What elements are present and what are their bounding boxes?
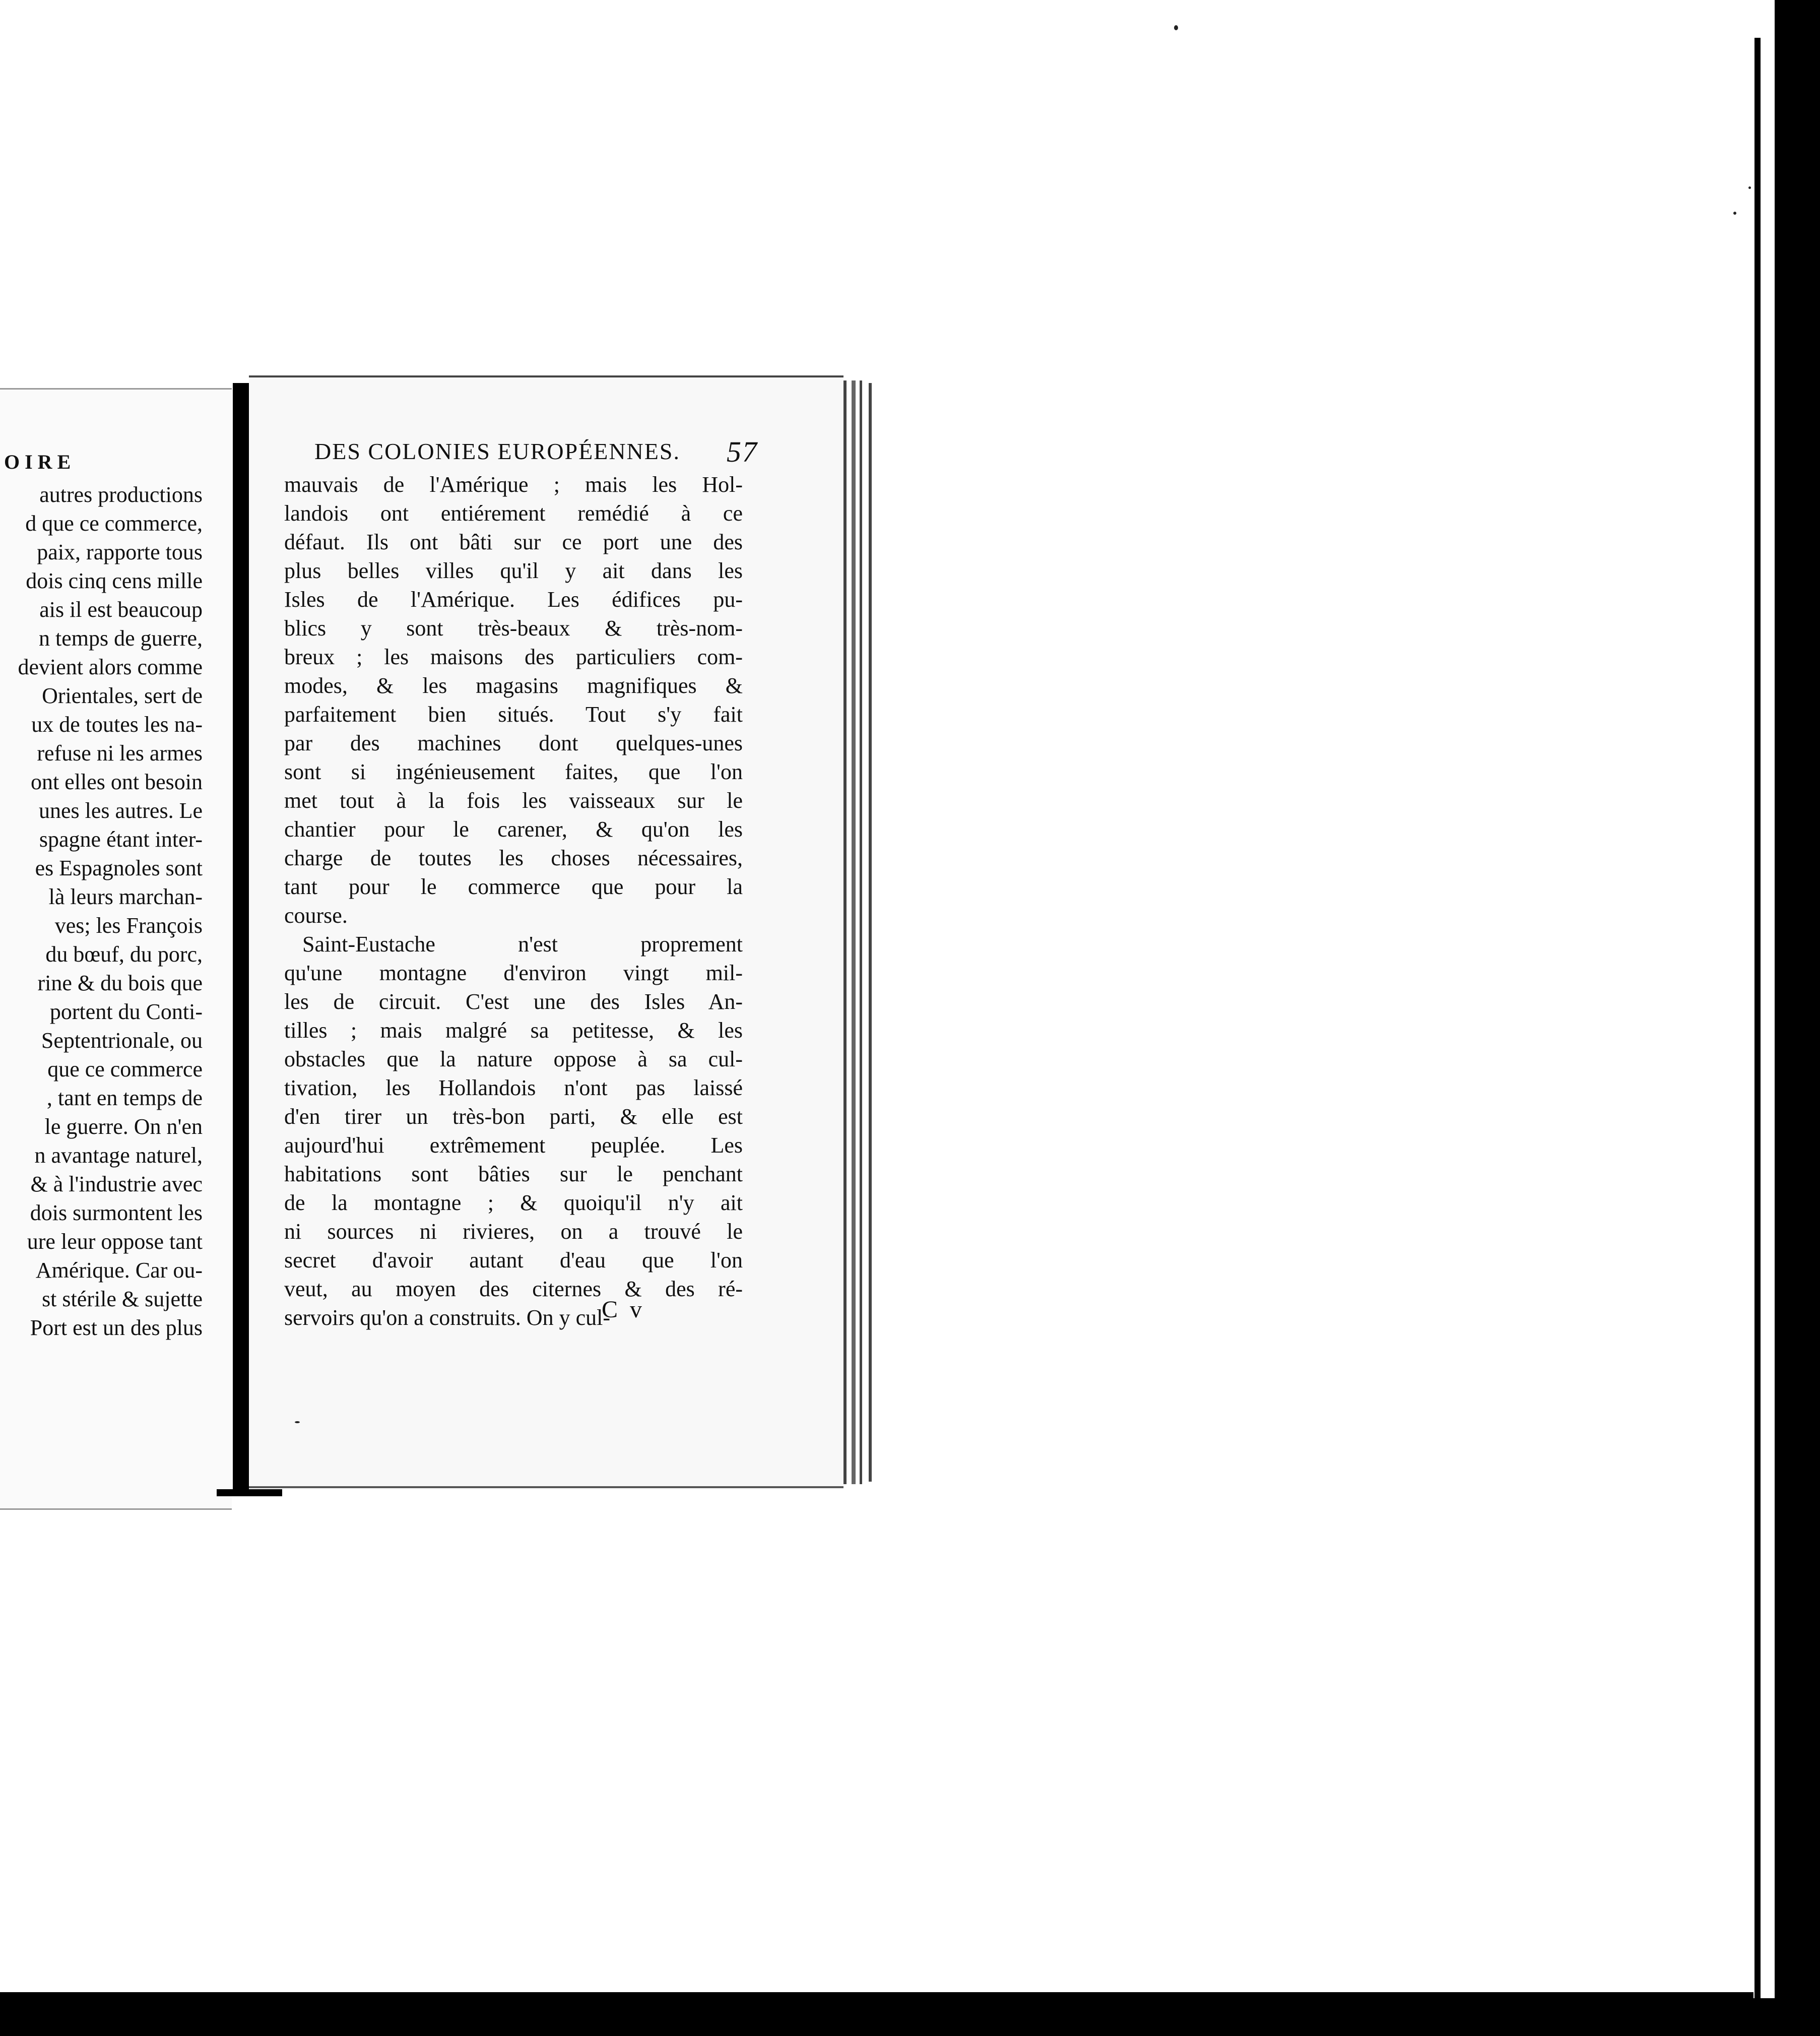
text-line: de la montagne ; & quoiqu'il n'y ait bbox=[284, 1190, 743, 1215]
text-line: met tout à la fois les vaisseaux sur le bbox=[284, 788, 743, 813]
text-line: rine & du bois que bbox=[37, 971, 203, 995]
text-line: n avantage naturel, bbox=[34, 1143, 203, 1168]
text-line: chantier pour le carener, & qu'on les bbox=[284, 817, 743, 842]
text-line: course. bbox=[284, 903, 348, 928]
page-number: 57 bbox=[727, 435, 758, 468]
text-line: aujourd'hui extrêmement peuplée. Les bbox=[284, 1133, 743, 1158]
text-line: obstacles que la nature oppose à sa cul- bbox=[284, 1047, 743, 1071]
text-line: ux de toutes les na- bbox=[31, 712, 203, 737]
text-line: autres productions bbox=[39, 482, 203, 507]
text-line: Amérique. Car ou- bbox=[35, 1258, 203, 1283]
text-line: plus belles villes qu'il y ait dans les bbox=[284, 558, 743, 583]
text-line: modes, & les magasins magnifiques & bbox=[284, 673, 743, 698]
text-line: d'en tirer un très-bon parti, & elle est bbox=[284, 1104, 743, 1129]
text-line: que ce commerce bbox=[47, 1057, 203, 1081]
text-line: ure leur oppose tant bbox=[27, 1229, 203, 1254]
film-speck bbox=[1748, 186, 1751, 189]
text-line: ves; les François bbox=[54, 913, 203, 938]
text-line: paix, rapporte tous bbox=[37, 540, 203, 564]
text-line: blics y sont très-beaux & très-nom- bbox=[284, 616, 743, 641]
text-line: portent du Conti- bbox=[49, 999, 203, 1024]
text-line: ont elles ont besoin bbox=[31, 770, 203, 794]
text-line: es Espagnoles sont bbox=[35, 856, 203, 880]
text-line: n temps de guerre, bbox=[39, 626, 203, 651]
text-line: devient alors comme bbox=[18, 655, 203, 679]
text-line: tant pour le commerce que pour la bbox=[284, 874, 743, 899]
text-line: mauvais de l'Amérique ; mais les Hol- bbox=[284, 472, 743, 497]
left-page bbox=[0, 388, 232, 1510]
text-line: Port est un des plus bbox=[30, 1315, 203, 1340]
text-line: d que ce commerce, bbox=[25, 511, 203, 536]
text-line: Orientales, sert de bbox=[42, 683, 203, 708]
text-line: Saint-Eustache n'est proprement bbox=[302, 932, 743, 957]
film-border-right bbox=[1775, 0, 1820, 2036]
text-line: qu'une montagne d'environ vingt mil- bbox=[284, 961, 743, 985]
right-page-text bbox=[284, 470, 743, 1332]
text-line: unes les autres. Le bbox=[39, 798, 203, 823]
page-edge bbox=[843, 380, 847, 1484]
text-line: habitations sont bâties sur le penchant bbox=[284, 1162, 743, 1186]
film-border-bottom-line bbox=[0, 1992, 1753, 1998]
text-line: servoirs qu'on a construits. On y cul- bbox=[284, 1305, 611, 1330]
text-line: dois cinq cens mille bbox=[26, 568, 203, 593]
running-head bbox=[314, 435, 758, 468]
text-line: défaut. Ils ont bâti sur ce port une des bbox=[284, 530, 743, 554]
film-speck bbox=[295, 1421, 300, 1423]
text-line: Septentrionale, ou bbox=[41, 1028, 203, 1053]
book-gutter-base bbox=[217, 1489, 282, 1496]
text-line: tivation, les Hollandois n'ont pas laissé bbox=[284, 1075, 743, 1100]
text-line: veut, au moyen des citernes & des ré- bbox=[284, 1277, 743, 1301]
film-speck bbox=[1733, 212, 1736, 215]
text-line: ni sources ni rivieres, on a trouvé le bbox=[284, 1219, 743, 1244]
text-line: landois ont entiérement remédié à ce bbox=[284, 501, 743, 526]
text-line: breux ; les maisons des particuliers com- bbox=[284, 645, 743, 669]
text-line: tilles ; mais malgré sa petitesse, & les bbox=[284, 1018, 743, 1043]
text-line: , tant en temps de bbox=[46, 1086, 203, 1110]
film-border-line bbox=[1754, 38, 1761, 2028]
text-line: parfaitement bien situés. Tout s'y fait bbox=[284, 702, 743, 727]
text-line: sont si ingénieusement faites, que l'on bbox=[284, 759, 743, 784]
text-line: secret d'avoir autant d'eau que l'on bbox=[284, 1248, 743, 1272]
page-edge bbox=[860, 380, 862, 1484]
text-line: ais il est beaucoup bbox=[39, 597, 203, 622]
film-border-bottom bbox=[0, 1998, 1820, 2036]
text-line: le guerre. On n'en bbox=[44, 1114, 203, 1139]
text-line: Isles de l'Amérique. Les édifices pu- bbox=[284, 587, 743, 612]
text-line: les de circuit. C'est une des Isles An- bbox=[284, 989, 743, 1014]
text-line: st stérile & sujette bbox=[42, 1287, 203, 1311]
left-page-text bbox=[0, 480, 203, 1342]
text-line: là leurs marchan- bbox=[48, 884, 203, 909]
page-edge bbox=[852, 380, 856, 1484]
signature-mark: C v bbox=[602, 1296, 645, 1323]
running-head-title: DES COLONIES EUROPÉENNES. bbox=[314, 438, 680, 464]
text-line: & à l'industrie avec bbox=[30, 1172, 203, 1196]
left-running-head: OIRE bbox=[4, 451, 76, 473]
text-line: spagne étant inter- bbox=[39, 827, 203, 852]
text-line: par des machines dont quelques-unes bbox=[284, 731, 743, 755]
text-line: du bœuf, du porc, bbox=[45, 942, 203, 967]
right-page bbox=[249, 375, 843, 1488]
text-line: refuse ni les armes bbox=[37, 741, 203, 766]
text-line: dois surmontent les bbox=[30, 1200, 203, 1225]
film-speck bbox=[1174, 25, 1178, 30]
book-gutter bbox=[233, 383, 249, 1492]
page-edge bbox=[869, 383, 872, 1482]
text-line: charge de toutes les choses nécessaires, bbox=[284, 846, 743, 870]
